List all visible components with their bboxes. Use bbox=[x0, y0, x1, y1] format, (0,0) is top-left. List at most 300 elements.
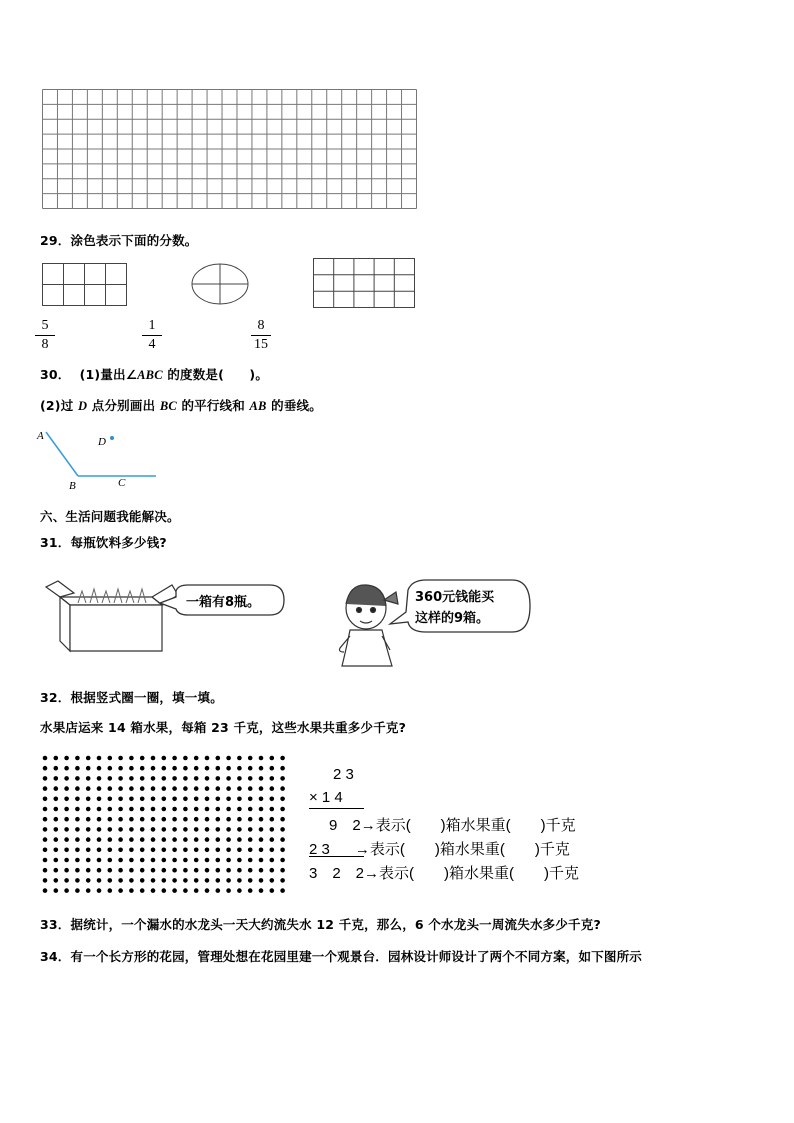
dot bbox=[194, 837, 199, 842]
dot bbox=[54, 776, 59, 781]
dot bbox=[183, 868, 188, 873]
dot bbox=[280, 786, 285, 791]
dot bbox=[194, 807, 199, 812]
dot bbox=[75, 848, 80, 853]
question-text: 根据竖式圈一圈，填一填。 bbox=[70, 690, 223, 705]
question-text: 据统计，一个漏水的水龙头一天大约流失水 12 千克，那么，6 个水龙头一周流失水多少千克? bbox=[70, 917, 601, 932]
dot bbox=[172, 888, 177, 893]
dot bbox=[129, 868, 134, 873]
dot bbox=[86, 837, 91, 842]
dot bbox=[86, 878, 91, 883]
dot bbox=[54, 837, 59, 842]
dot bbox=[129, 766, 134, 771]
dot bbox=[205, 786, 210, 791]
dot bbox=[226, 776, 231, 781]
dot bbox=[216, 858, 221, 863]
dot bbox=[270, 807, 275, 812]
dot bbox=[280, 878, 285, 883]
question-text: 涂色表示下面的分数。 bbox=[70, 233, 198, 248]
dot bbox=[118, 827, 123, 832]
dot bbox=[172, 797, 177, 802]
dot bbox=[162, 807, 167, 812]
dot bbox=[270, 756, 275, 761]
dot bbox=[237, 776, 242, 781]
dot bbox=[270, 766, 275, 771]
calc-annotation-1: →表示( )箱水果重( )千克 bbox=[360, 817, 576, 834]
dot bbox=[216, 827, 221, 832]
dot bbox=[129, 848, 134, 853]
dot bbox=[216, 776, 221, 781]
dot bbox=[259, 766, 264, 771]
dot bbox=[97, 868, 102, 873]
dot bbox=[108, 807, 113, 812]
dot bbox=[270, 878, 275, 883]
dot bbox=[86, 858, 91, 863]
dot bbox=[172, 786, 177, 791]
dot bbox=[97, 827, 102, 832]
dot bbox=[43, 858, 48, 863]
dot bbox=[108, 827, 113, 832]
dot bbox=[140, 756, 145, 761]
dot bbox=[248, 766, 253, 771]
dot bbox=[237, 878, 242, 883]
dot bbox=[151, 848, 156, 853]
dot bbox=[216, 837, 221, 842]
dot bbox=[54, 888, 59, 893]
dot bbox=[75, 827, 80, 832]
dot bbox=[64, 786, 69, 791]
dot bbox=[248, 878, 253, 883]
dot bbox=[205, 776, 210, 781]
label-d: D bbox=[98, 436, 106, 448]
dot bbox=[280, 797, 285, 802]
dot bbox=[172, 858, 177, 863]
dot bbox=[162, 878, 167, 883]
dot bbox=[194, 786, 199, 791]
calc-partial-2: 2 3 bbox=[309, 841, 330, 858]
dot bbox=[108, 878, 113, 883]
dot bbox=[118, 766, 123, 771]
dot bbox=[43, 776, 48, 781]
dot bbox=[75, 786, 80, 791]
question-30-part2 bbox=[40, 396, 322, 414]
dot bbox=[270, 858, 275, 863]
dot bbox=[140, 848, 145, 853]
dot bbox=[129, 817, 134, 822]
dot bbox=[226, 878, 231, 883]
dot bbox=[64, 817, 69, 822]
question-number: 34． bbox=[40, 949, 71, 964]
dot bbox=[86, 817, 91, 822]
question-number: 33． bbox=[40, 917, 71, 932]
dot bbox=[226, 848, 231, 853]
dot bbox=[43, 817, 48, 822]
ellipse-quarters bbox=[190, 262, 250, 306]
dot bbox=[237, 817, 242, 822]
dot bbox=[97, 817, 102, 822]
label-a: A bbox=[37, 430, 44, 442]
dot bbox=[140, 817, 145, 822]
dot bbox=[140, 776, 145, 781]
dot bbox=[108, 797, 113, 802]
dot bbox=[64, 766, 69, 771]
section-6-title: 六、生活问题我能解决。 bbox=[40, 509, 180, 524]
dot bbox=[259, 888, 264, 893]
dot bbox=[75, 858, 80, 863]
dot bbox=[183, 786, 188, 791]
dot bbox=[118, 848, 123, 853]
dot bbox=[97, 878, 102, 883]
dot bbox=[151, 817, 156, 822]
dot bbox=[194, 797, 199, 802]
dot bbox=[270, 776, 275, 781]
dot bbox=[97, 837, 102, 842]
dot bbox=[129, 837, 134, 842]
dot bbox=[194, 827, 199, 832]
dot bbox=[97, 797, 102, 802]
dot bbox=[140, 888, 145, 893]
dot bbox=[270, 868, 275, 873]
dot bbox=[259, 868, 264, 873]
dot bbox=[226, 797, 231, 802]
dot bbox=[216, 797, 221, 802]
dot bbox=[270, 848, 275, 853]
dot bbox=[162, 837, 167, 842]
line-ab bbox=[46, 432, 78, 476]
question-text: 的垂线。 bbox=[266, 398, 322, 413]
dot bbox=[194, 776, 199, 781]
dot bbox=[162, 888, 167, 893]
dot bbox=[172, 827, 177, 832]
dot bbox=[194, 868, 199, 873]
dot bbox=[280, 756, 285, 761]
dot bbox=[183, 797, 188, 802]
dot bbox=[86, 797, 91, 802]
dot bbox=[75, 807, 80, 812]
question-31 bbox=[40, 533, 167, 551]
dot bbox=[64, 756, 69, 761]
dot bbox=[183, 858, 188, 863]
question-text: 的平行线和 bbox=[176, 398, 250, 413]
dot bbox=[108, 837, 113, 842]
dot bbox=[43, 827, 48, 832]
dot bbox=[151, 858, 156, 863]
dot bbox=[54, 756, 59, 761]
dot bbox=[237, 766, 242, 771]
dot bbox=[54, 868, 59, 873]
dot bbox=[140, 766, 145, 771]
dot bbox=[237, 786, 242, 791]
dot bbox=[129, 807, 134, 812]
dot bbox=[151, 878, 156, 883]
dot bbox=[226, 888, 231, 893]
dot bbox=[280, 888, 285, 893]
dot bbox=[248, 756, 253, 761]
question-32 bbox=[40, 688, 223, 706]
dot bbox=[183, 817, 188, 822]
dot bbox=[183, 837, 188, 842]
dot bbox=[183, 888, 188, 893]
dot bbox=[43, 868, 48, 873]
dot bbox=[162, 786, 167, 791]
dot bbox=[43, 837, 48, 842]
calc-row-3 bbox=[309, 862, 579, 883]
calc-annotation-3: →表示( )箱水果重( )千克 bbox=[364, 865, 580, 882]
dot bbox=[75, 766, 80, 771]
dot bbox=[118, 807, 123, 812]
fraction-denominator: 15 bbox=[254, 337, 268, 352]
question-30-part1 bbox=[40, 365, 268, 383]
dot bbox=[172, 756, 177, 761]
question-text: 的度数是( )。 bbox=[162, 367, 269, 382]
question-33 bbox=[40, 915, 601, 933]
dot bbox=[140, 837, 145, 842]
dot bbox=[183, 878, 188, 883]
dot bbox=[194, 848, 199, 853]
dot bbox=[194, 817, 199, 822]
dot bbox=[64, 797, 69, 802]
fraction-8-15 bbox=[251, 318, 271, 353]
dot bbox=[205, 817, 210, 822]
fraction-numerator: 1 bbox=[148, 318, 156, 333]
dot bbox=[43, 878, 48, 883]
dot bbox=[205, 756, 210, 761]
dot bbox=[205, 766, 210, 771]
dot bbox=[151, 837, 156, 842]
dot bbox=[248, 776, 253, 781]
dot bbox=[183, 756, 188, 761]
fraction-denominator: 4 bbox=[148, 337, 156, 352]
dot bbox=[248, 807, 253, 812]
dot bbox=[64, 807, 69, 812]
dot bbox=[194, 888, 199, 893]
dot bbox=[86, 848, 91, 853]
dot bbox=[43, 807, 48, 812]
fraction-1-4 bbox=[142, 318, 162, 353]
dot bbox=[64, 868, 69, 873]
dot bbox=[205, 807, 210, 812]
dot bbox=[280, 868, 285, 873]
dot bbox=[129, 756, 134, 761]
dot bbox=[129, 827, 134, 832]
dot bbox=[162, 776, 167, 781]
dot bbox=[270, 797, 275, 802]
dot bbox=[97, 807, 102, 812]
dot bbox=[205, 878, 210, 883]
dot bbox=[280, 817, 285, 822]
dot bbox=[162, 817, 167, 822]
dot bbox=[205, 837, 210, 842]
dot bbox=[151, 827, 156, 832]
dot bbox=[108, 888, 113, 893]
dot bbox=[259, 858, 264, 863]
dot bbox=[226, 837, 231, 842]
dot bbox=[129, 878, 134, 883]
dot bbox=[216, 888, 221, 893]
dot bbox=[54, 786, 59, 791]
dot bbox=[129, 888, 134, 893]
dot bbox=[216, 766, 221, 771]
dot bbox=[118, 817, 123, 822]
question-number: 31． bbox=[40, 535, 71, 550]
dot bbox=[118, 756, 123, 761]
dot bbox=[280, 848, 285, 853]
angle-label: ABC bbox=[137, 368, 163, 382]
question-number: 29． bbox=[40, 233, 71, 248]
calc-line-2 bbox=[309, 856, 364, 857]
dot bbox=[86, 888, 91, 893]
dot bbox=[183, 827, 188, 832]
dot bbox=[129, 786, 134, 791]
dot bbox=[216, 786, 221, 791]
dot bbox=[86, 776, 91, 781]
fraction-5-8 bbox=[35, 318, 55, 353]
calc-line-1 bbox=[309, 808, 364, 809]
dot bbox=[248, 817, 253, 822]
dot bbox=[151, 786, 156, 791]
dot bbox=[237, 827, 242, 832]
dot bbox=[172, 837, 177, 842]
calc-partial-1: 9 2 bbox=[329, 817, 361, 834]
dot bbox=[75, 797, 80, 802]
dot bbox=[108, 766, 113, 771]
dot bbox=[259, 837, 264, 842]
dot bbox=[97, 888, 102, 893]
dot bbox=[259, 848, 264, 853]
dot bbox=[280, 837, 285, 842]
dot bbox=[248, 858, 253, 863]
dot bbox=[140, 827, 145, 832]
dot bbox=[151, 868, 156, 873]
dot bbox=[118, 878, 123, 883]
dot bbox=[75, 868, 80, 873]
dot bbox=[75, 888, 80, 893]
dot bbox=[64, 848, 69, 853]
dot bbox=[183, 807, 188, 812]
dot bbox=[64, 776, 69, 781]
dot bbox=[183, 766, 188, 771]
dot bbox=[280, 827, 285, 832]
dot bbox=[97, 756, 102, 761]
dot bbox=[216, 807, 221, 812]
dot bbox=[86, 766, 91, 771]
dot bbox=[140, 868, 145, 873]
dot bbox=[151, 776, 156, 781]
dot bbox=[97, 786, 102, 791]
dot bbox=[151, 807, 156, 812]
dot bbox=[248, 888, 253, 893]
dot bbox=[172, 817, 177, 822]
dot bbox=[270, 827, 275, 832]
dot bbox=[129, 776, 134, 781]
dot bbox=[108, 817, 113, 822]
dot bbox=[86, 786, 91, 791]
dot bbox=[172, 776, 177, 781]
dot bbox=[43, 766, 48, 771]
dot bbox=[259, 807, 264, 812]
dot bbox=[172, 878, 177, 883]
dot bbox=[162, 848, 167, 853]
dot bbox=[162, 868, 167, 873]
dot bbox=[205, 888, 210, 893]
bubble-2-line2: 这样的9箱。 bbox=[415, 611, 490, 626]
dot bbox=[75, 878, 80, 883]
dot bbox=[237, 848, 242, 853]
dot bbox=[194, 858, 199, 863]
dot bbox=[226, 786, 231, 791]
fraction-denominator: 8 bbox=[41, 337, 49, 352]
question-number: 30． bbox=[40, 367, 71, 382]
dot bbox=[259, 786, 264, 791]
dot bbox=[43, 848, 48, 853]
dot bbox=[237, 858, 242, 863]
calc-product: 3 2 2 bbox=[309, 865, 365, 882]
bubble-1-text: 一箱有8瓶。 bbox=[186, 595, 261, 610]
calc-top: 2 3 bbox=[333, 766, 354, 783]
dot bbox=[140, 807, 145, 812]
question-text: (2)过 bbox=[40, 398, 78, 413]
dot bbox=[118, 786, 123, 791]
dot bbox=[194, 756, 199, 761]
dot bbox=[140, 878, 145, 883]
dot bbox=[226, 807, 231, 812]
dot bbox=[162, 797, 167, 802]
dot bbox=[151, 756, 156, 761]
dot bbox=[64, 878, 69, 883]
question-32-problem: 水果店运来 14 箱水果，每箱 23 千克，这些水果共重多少千克? bbox=[40, 720, 407, 735]
dot bbox=[248, 827, 253, 832]
dot bbox=[226, 756, 231, 761]
label-c: C bbox=[118, 477, 126, 489]
dot bbox=[248, 848, 253, 853]
calc-annotation-2: →表示( )箱水果重( )千克 bbox=[354, 841, 570, 858]
dot bbox=[237, 888, 242, 893]
dot bbox=[43, 786, 48, 791]
dot bbox=[151, 888, 156, 893]
dot bbox=[280, 858, 285, 863]
dot bbox=[108, 756, 113, 761]
dot bbox=[216, 878, 221, 883]
dot bbox=[97, 848, 102, 853]
line-label: AB bbox=[249, 399, 267, 413]
dot bbox=[270, 817, 275, 822]
dot bbox=[183, 776, 188, 781]
dot bbox=[140, 797, 145, 802]
dot bbox=[86, 827, 91, 832]
bubble-2-line1: 360元钱能买 bbox=[415, 590, 495, 605]
dot bbox=[54, 766, 59, 771]
dot bbox=[43, 756, 48, 761]
dot bbox=[54, 807, 59, 812]
dot bbox=[259, 827, 264, 832]
question-text: 每瓶饮料多少钱? bbox=[70, 535, 167, 550]
dot bbox=[108, 776, 113, 781]
dot bbox=[226, 868, 231, 873]
dot bbox=[248, 868, 253, 873]
dot bbox=[75, 837, 80, 842]
dot bbox=[140, 786, 145, 791]
dot bbox=[226, 858, 231, 863]
dot bbox=[172, 807, 177, 812]
point-label: D bbox=[77, 399, 88, 413]
dot bbox=[54, 817, 59, 822]
dot bbox=[43, 797, 48, 802]
dot bbox=[270, 837, 275, 842]
calc-multiplier: × 1 4 bbox=[309, 789, 343, 806]
dot bbox=[216, 868, 221, 873]
rectangle-grid-5x3 bbox=[313, 258, 417, 310]
dot bbox=[64, 827, 69, 832]
